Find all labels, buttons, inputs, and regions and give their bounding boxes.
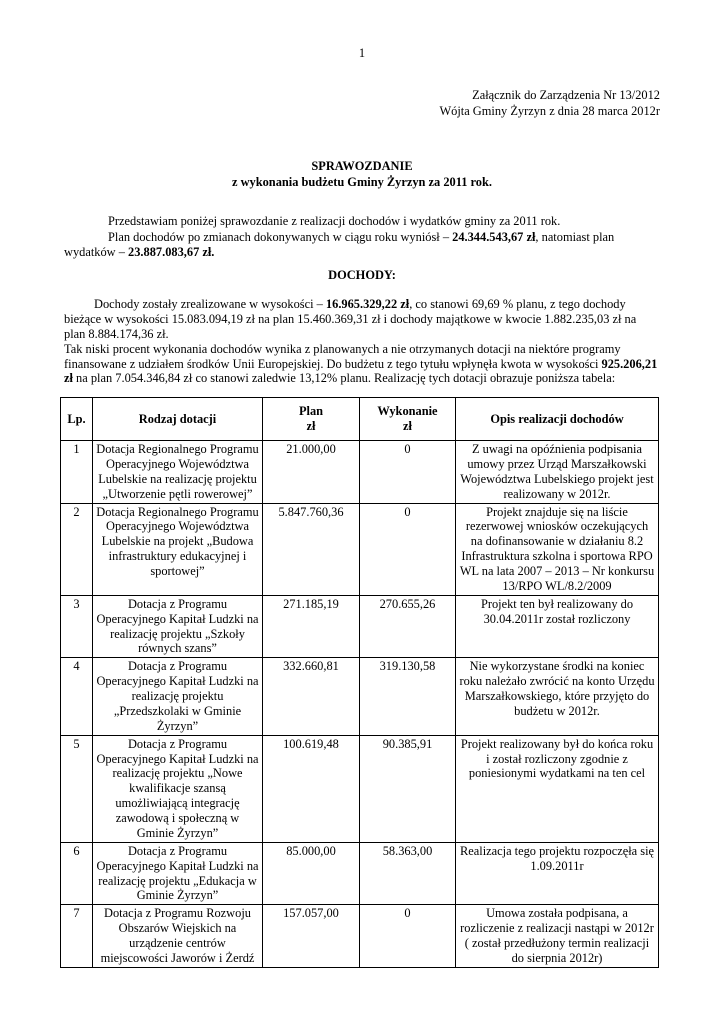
cell-lp: 7 <box>61 905 93 968</box>
revenues-executed-amount: 16.965.329,22 zł <box>325 297 410 311</box>
cell-wykonanie: 0 <box>360 441 456 504</box>
table-row <box>61 441 659 504</box>
annex-line-1: Załącznik do Zarządzenia Nr 13/2012 <box>472 88 660 102</box>
cell-rodzaj: Dotacja Regionalnego Programu Operacyjnego Województwa Lubelskie na projekt „Budowa infrastruktury edukacyjnej i sportowej” <box>93 503 263 595</box>
header-wykonanie <box>360 398 456 441</box>
revenues-p1-text-c: , co stanowi 69,69 % planu, z tego dochody bieżące w wysokości 15.083.094,19 zł na plan 15.460.369,31 zł i dochody majątkowe w kwocie 1.882.235,03 zł na plan 8.884.174,36 zł. <box>64 297 637 341</box>
revenues-p2-text-a: Tak niski procent wykonania dochodów wynika z planowanych a nie otrzymanych dotacji na niektóre programy finansowane z udziałem środków Unii Europejskiej. Do budżetu z tego tytułu wpłynęła kwota w wysokości <box>64 341 621 371</box>
cell-plan: 100.619,48 <box>263 735 360 842</box>
header-plan-label: Plan <box>298 404 324 419</box>
cell-lp: 4 <box>61 658 93 735</box>
cell-lp: 5 <box>61 735 93 842</box>
intro-section <box>64 214 660 261</box>
table-row <box>61 905 659 968</box>
cell-rodzaj: Dotacja z Programu Operacyjnego Kapitał Ludzki na realizację projektu „Edukacja w Gminie Żyrzyn” <box>93 842 263 905</box>
cell-opis: Projekt realizowany był do końca roku i został rozliczony zgodnie z poniesionymi wydatkami na ten cel <box>456 735 659 842</box>
cell-wykonanie: 90.385,91 <box>360 735 456 842</box>
eu-funds-received-amount: 925.206,21 zł <box>64 356 658 386</box>
cell-opis: Z uwagi na opóźnienia podpisania umowy przez Urząd Marszałkowski Województwa Lubelskiego projekt jest realizowany w 2012r. <box>456 441 659 504</box>
section-heading-revenues: DOCHODY: <box>328 268 396 282</box>
revenues-p1-text-a: Dochody zostały zrealizowane w wysokości – <box>94 297 326 311</box>
cell-plan: 157.057,00 <box>263 905 360 968</box>
header-plan-unit: zł <box>306 419 316 433</box>
cell-wykonanie: 0 <box>360 905 456 968</box>
grants-table <box>60 397 659 968</box>
cell-wykonanie: 58.363,00 <box>360 842 456 905</box>
header-plan <box>263 398 360 441</box>
cell-lp: 6 <box>61 842 93 905</box>
revenues-paragraph-1 <box>64 297 660 342</box>
cell-rodzaj: Dotacja z Programu Operacyjnego Kapitał Ludzki na realizację projektu „Przedszkolaki w Gminie Żyrzyn” <box>93 658 263 735</box>
intro-paragraph-1: Przedstawiam poniżej sprawozdanie z realizacji dochodów i wydatków gminy za 2011 rok. <box>108 214 561 228</box>
expenditure-plan-amount: 23.887.083,67 zł. <box>128 245 215 259</box>
revenues-p2-text-c: na plan 7.054.346,84 zł co stanowi zaledwie 13,12% planu. Realizację tych dotacji obrazuje poniższa tabela: <box>72 371 616 386</box>
header-wykonanie-label: Wykonanie <box>377 404 438 419</box>
table-row <box>61 658 659 735</box>
table-row <box>61 842 659 905</box>
cell-rodzaj: Dotacja z Programu Operacyjnego Kapitał Ludzki na realizację projektu „Szkoły równych szans” <box>93 595 263 658</box>
report-title-line-1: SPRAWOZDANIE <box>311 159 413 173</box>
cell-opis: Umowa została podpisana, a rozliczenie z realizacji nastąpi w 2012r ( został przedłużony termin realizacji do sierpnia 2012r) <box>456 905 659 968</box>
cell-plan: 271.185,19 <box>263 595 360 658</box>
cell-rodzaj: Dotacja Regionalnego Programu Operacyjnego Województwa Lubelskie na realizację projektu „Utworzenie pętli rowerowej” <box>93 441 263 504</box>
cell-opis: Projekt ten był realizowany do 30.04.2011r został rozliczony <box>456 595 659 658</box>
annex-reference <box>439 87 660 119</box>
cell-wykonanie: 319.130,58 <box>360 658 456 735</box>
cell-opis: Nie wykorzystane środki na koniec roku należało zwrócić na konto Urzędu Marszałkowskiego, które przyjęto do budżetu w 2012r. <box>456 658 659 735</box>
header-wykonanie-unit: zł <box>403 419 412 433</box>
cell-lp: 2 <box>61 503 93 595</box>
page-number: 1 <box>358 46 366 60</box>
header-rodzaj: Rodzaj dotacji <box>93 398 263 441</box>
cell-rodzaj: Dotacja z Programu Operacyjnego Kapitał Ludzki na realizację projektu „Nowe kwalifikacje szansą umożliwiającą integrację zawodową i społeczną w Gminie Żyrzyn” <box>93 735 263 842</box>
table-row <box>61 735 659 842</box>
revenue-plan-amount: 24.344.543,67 zł <box>452 229 536 244</box>
cell-opis: Realizacja tego projektu rozpoczęła się 1.09.2011r <box>456 842 659 905</box>
cell-plan: 85.000,00 <box>263 842 360 905</box>
intro-paragraph-2 <box>64 230 660 261</box>
cell-wykonanie: 270.655,26 <box>360 595 456 658</box>
header-lp: Lp. <box>61 398 93 441</box>
revenues-paragraph-2 <box>64 342 660 387</box>
table-row <box>61 595 659 658</box>
intro-p2-text-c: , natomiast plan wydatków – <box>64 229 615 259</box>
cell-plan: 21.000,00 <box>263 441 360 504</box>
table-row <box>61 503 659 595</box>
header-opis: Opis realizacji dochodów <box>456 398 659 441</box>
table-header-row <box>61 398 659 441</box>
cell-rodzaj: Dotacja z Programu Rozwoju Obszarów Wiejskich na urządzenie centrów miejscowości Jaworów i Żerdź <box>93 905 263 968</box>
cell-lp: 1 <box>61 441 93 504</box>
report-title <box>0 158 724 190</box>
intro-p2-text-a: Plan dochodów po zmianach dokonywanych w ciągu roku wyniósł – <box>108 229 453 244</box>
cell-opis: Projekt znajduje się na liście rezerwowej wniosków oczekujących na dofinansowanie w działaniu 8.2 Infrastruktura szkolna i sportowa RPO WL na lata 2007 – 2013 – Nr konkursu 13/RPO WL/8.2/2009 <box>456 503 659 595</box>
cell-plan: 332.660,81 <box>263 658 360 735</box>
cell-wykonanie: 0 <box>360 503 456 595</box>
annex-line-2: Wójta Gminy Żyrzyn z dnia 28 marca 2012r <box>439 104 660 119</box>
report-title-line-2: z wykonania budżetu Gminy Żyrzyn za 2011 rok. <box>231 175 492 190</box>
cell-plan: 5.847.760,36 <box>263 503 360 595</box>
revenues-description <box>64 297 660 386</box>
cell-lp: 3 <box>61 595 93 658</box>
